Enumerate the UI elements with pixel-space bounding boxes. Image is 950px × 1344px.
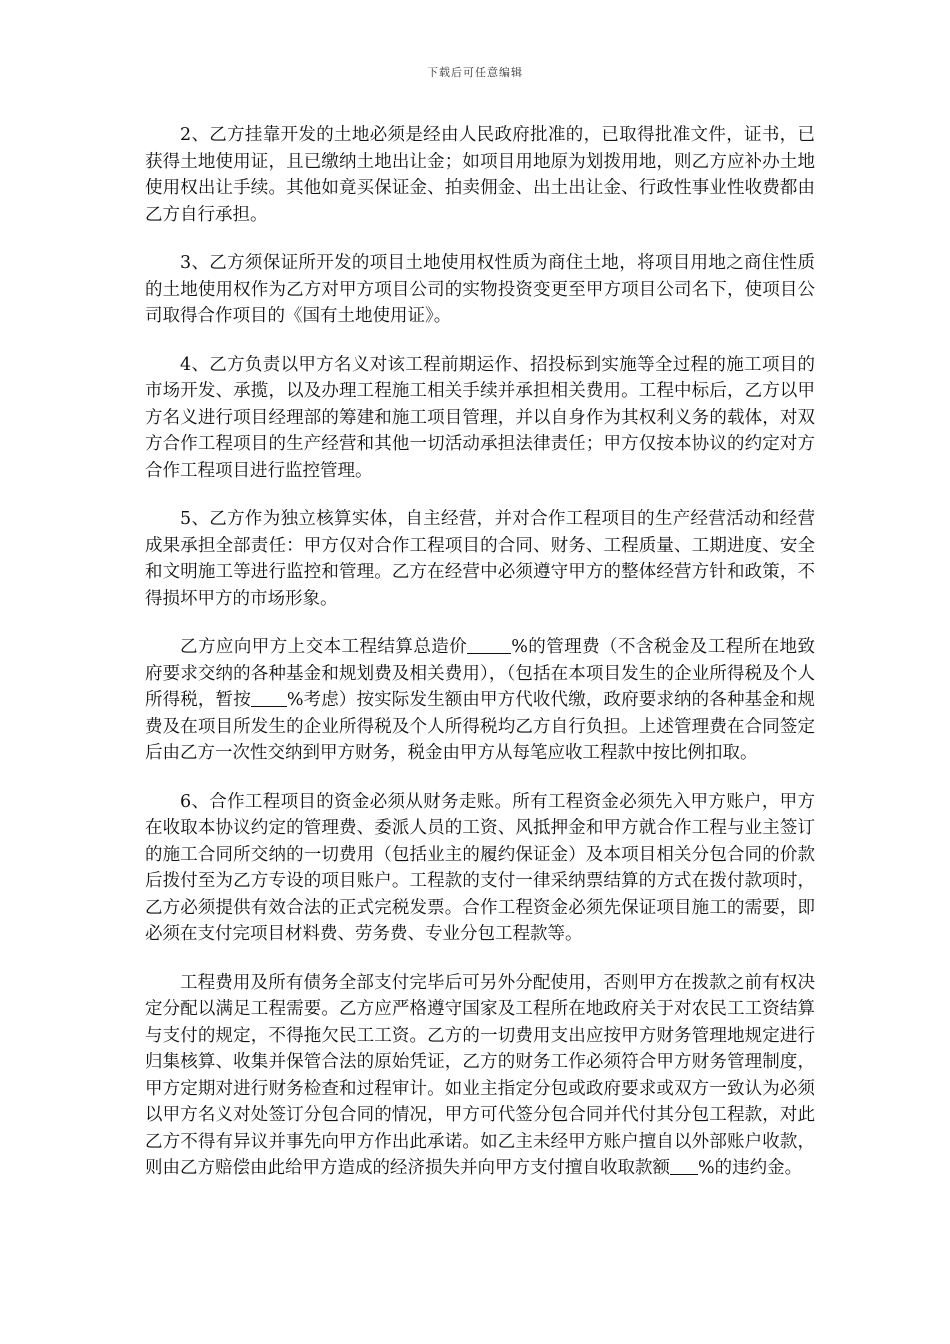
tax-rate-blank: [251, 688, 287, 707]
fee-text-part-1: 乙方应向甲方上交本工程结算总造价: [180, 637, 468, 657]
paragraph-clause-4: 4、乙方负责以甲方名义对该工程前期运作、招投标到实施等全过程的施工项目的市场开发、承揽，以及办理工程施工相关手续并承担相关费用。工程中标后，乙方以甲方名义进行项目经理部的筹建和施工项目管理，并以自身作为其权利义务的载体，对双方合作工程项目的生产经营和其他一切活动承担法律责任；甲方仅按本协议的约定对方合作工程项目进行监控管理。: [145, 354, 815, 481]
fee-text-part-2: %的管理费（不含税金及工程所在地致府要求交纳的各种基金和规划费及相关费用），（包括在本项目发生的企业所得税及个人所得税，暂按: [145, 637, 815, 710]
paragraph-clause-3: 3、乙方须保证所开发的项目土地使用权性质为商住土地，将项目用地之商住性质的土地使用权作为乙方对甲方项目公司的实物投资变更至甲方项目公司名下，使项目公司取得合作项目的《国有土地使用证》。: [145, 253, 815, 326]
paragraph-project-cost: [145, 970, 815, 1182]
penalty-rate-blank: [670, 1156, 698, 1175]
fee-rate-blank: [467, 635, 511, 654]
fee-text-part-3: %考虑）按实际发生额由甲方代收代缴，政府要求纳的各种基金和规费及在项目所发生的企业所得税及个人所得税均乙方自行负担。上述管理费在合同签定后由乙方一次性交纳到甲方财务，税金由甲方从每笔应收工程款中按比例扣取。: [145, 690, 815, 763]
paragraph-clause-5: 5、乙方作为独立核算实体，自主经营，并对合作工程项目的生产经营活动和经营成果承担全部责任：甲方仅对合作工程项目的合同、财务、工程质量、工期进度、安全和文明施工等进行监控和管理。乙方在经营中必须遵守甲方的整体经营方针和政策，不得损坏甲方的市场形象。: [145, 509, 815, 609]
paragraph-clause-6: 6、合作工程项目的资金必须从财务走账。所有工程资金必须先入甲方账户，甲方在收取本协议约定的管理费、委派人员的工资、风抵押金和甲方就合作工程与业主签订的施工合同所交纳的一切费用（包括业主的履约保证金）及本项目相关分包合同的价款后拨付至为乙方专设的项目账户。工程款的支付一律采纳票结算的方式在拨付款项时，乙方必须提供有效合法的正式完税发票。合作工程资金必须先保证项目施工的需要，即必须在支付完项目材料费、劳务费、专业分包工程款等。: [145, 791, 815, 944]
cost-text-part-2: %的违约金。: [698, 1158, 803, 1178]
header-note: 下载后可任意编辑: [427, 66, 523, 79]
paragraph-clause-2: 2、乙方挂靠开发的土地必须是经由人民政府批准的，已取得批准文件，证书，已获得土地使用证，且已缴纳土地出让金；如项目用地原为划拨用地，则乙方应补办土地使用权出让手续。其他如竟买保证金、拍卖佣金、出土出让金、行政性事业性收费都由乙方自行承担。: [145, 125, 815, 225]
document-body: [145, 122, 815, 1204]
paragraph-management-fee: [145, 634, 815, 767]
cost-text-part-1: 工程费用及所有债务全部支付完毕后可另外分配使用，否则甲方在拨款之前有权决定分配以满足工程需要。乙方应严格遵守国家及工程所在地政府关于对农民工工资结算与支付的规定，不得拖欠民工工资。乙方的一切费用支出应按甲方财务管理地规定进行归集核算、收集并保管合法的原始凭证，乙方的财务工作必须符合甲方财务管理制度，甲方定期对进行财务检查和过程审计。如业主指定分包或政府要求或双方一致认为必须以甲方名义对处签订分包合同的情况，甲方可代签分包合同并代付其分包工程款，对此乙方不得有异议并事先向甲方作出此承诺。如乙主未经甲方账户擅自以外部账户收款，则由乙方赔偿由此给甲方造成的经济损失并向甲方支付擅自收取款额: [145, 972, 815, 1178]
